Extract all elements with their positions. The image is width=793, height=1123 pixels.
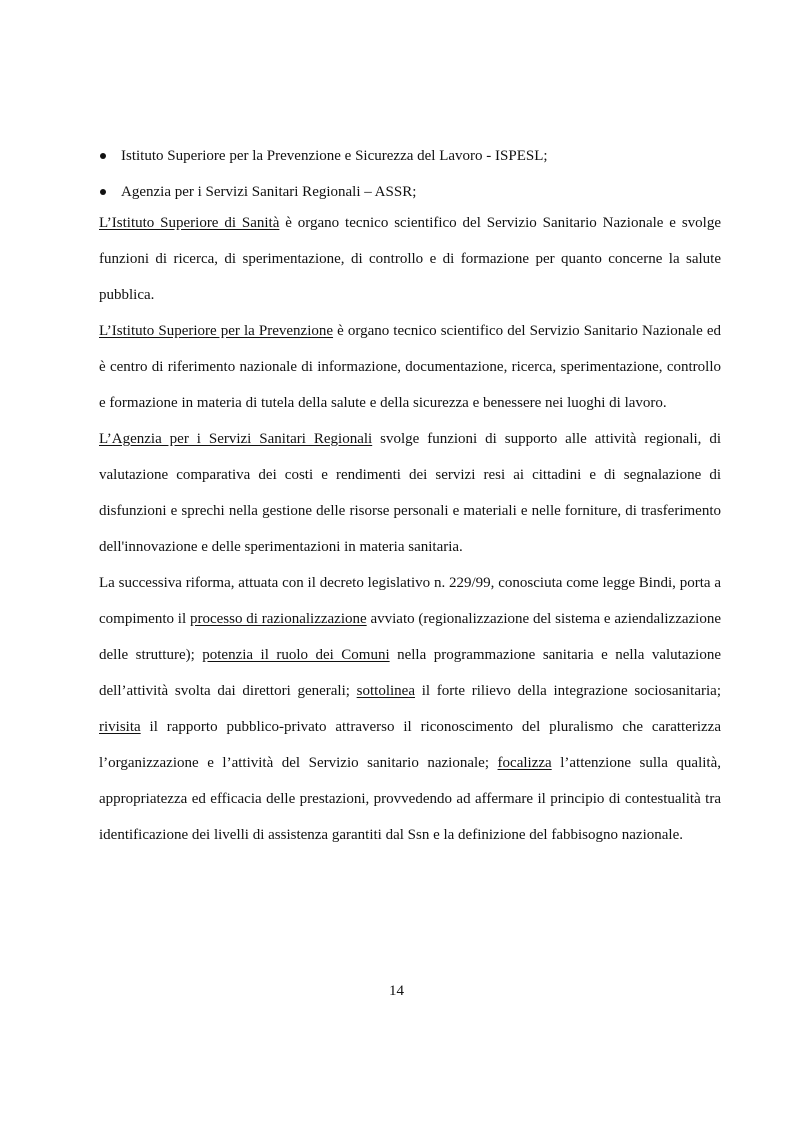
paragraph-text: è organo tecnico scientifico del Servizio Sanitario Nazionale ed è centro di riferimento nazionale di informazione, documentazione, ricerca, sperimentazione, controllo e formazione in materia di tutela della salute e della sicurezza e benessere nei luoghi di lavoro. — [99, 323, 721, 411]
paragraph-ispesl — [99, 313, 721, 421]
list-item-text: Istituto Superiore per la Prevenzione e Sicurezza del Lavoro - ISPESL; — [121, 147, 548, 164]
paragraph-iss — [99, 205, 721, 313]
paragraph-text: svolge funzioni di supporto alle attività regionali, di valutazione comparativa dei costi e rendimenti dei servizi resi ai cittadini e di segnalazione di disfunzioni e sprechi nella gestione delle risorse personali e materiali e nelle forniture, di trasferimento dell'innovazione e delle sperimentazioni in materia sanitaria. — [99, 431, 721, 555]
page-number: 14 — [389, 983, 404, 999]
paragraph-assr — [99, 421, 721, 565]
underlined-term: L’Istituto Superiore per la Prevenzione — [99, 323, 334, 339]
underlined-term: L’Istituto Superiore di Sanità — [99, 215, 280, 231]
underlined-term: rivisita — [99, 719, 141, 735]
body-text — [99, 205, 721, 853]
paragraph-text: il forte rilievo della integrazione sociosanitaria; — [414, 683, 721, 699]
underlined-term: focalizza — [497, 755, 552, 771]
bullet-icon — [100, 153, 106, 159]
underlined-term: L’Agenzia per i Servizi Sanitari Regionali — [99, 431, 373, 447]
paragraph-text: La successiva riforma, attuata con il decreto legislativo n. 229/99, conosciuta come legge Bindi, porta a compimento il — [99, 575, 721, 627]
paragraph-text: l’attenzione sulla qualità, appropriatezza ed efficacia delle prestazioni, provvedendo ad affermare il principio di contestualità tra identificazione dei livelli di assistenza garantiti dal Ssn e la definizione del fabbisogno nazionale. — [99, 755, 721, 843]
paragraph-text: nella programmazione sanitaria e nella valutazione dell’attività svolta dai direttori generali; — [99, 647, 721, 699]
underlined-term: potenzia il ruolo dei Comuni — [202, 647, 390, 663]
paragraph-text: avviato (regionalizzazione del sistema e aziendalizzazione delle strutture); — [99, 611, 721, 663]
underlined-term: processo di razionalizzazione — [189, 611, 367, 627]
list-item-text: Agenzia per i Servizi Sanitari Regionali – ASSR; — [121, 183, 417, 200]
underlined-term: sottolinea — [356, 683, 415, 699]
bullet-list — [99, 138, 721, 210]
paragraph-text: è organo tecnico scientifico del Servizio Sanitario Nazionale e svolge funzioni di ricerca, di sperimentazione, di controllo e di formazione per quanto concerne la salute pubblica. — [99, 215, 721, 303]
paragraph-riforma — [99, 565, 721, 853]
list-item — [99, 138, 721, 174]
bullet-icon — [100, 189, 106, 195]
paragraph-text: il rapporto pubblico-privato attraverso il riconoscimento del pluralismo che caratterizza l’organizzazione e l’attività del Servizio sanitario nazionale; — [99, 719, 721, 771]
